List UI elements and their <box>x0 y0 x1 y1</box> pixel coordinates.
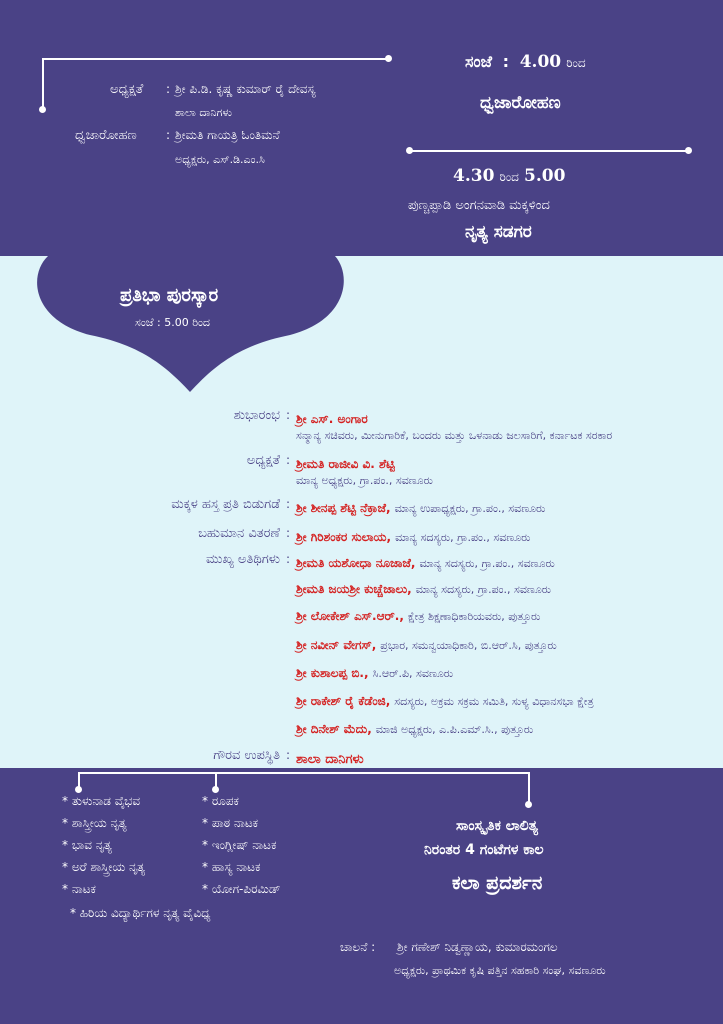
program-entry <box>296 552 555 571</box>
activity-list-right <box>202 790 280 900</box>
award-time: ಸಂಜೆ : 5.00 ರಿಂದ <box>135 316 211 329</box>
list-item: * ಯೋಗ-ಪಿರಮಿಡ್ <box>202 882 281 896</box>
person-desc: ಮಾನ್ಯ ಉಪಾಧ್ಯಕ್ಷರು, ಗ್ರಾ.ಪಂ., ಸವಣೂರು <box>394 502 546 515</box>
program-entry <box>296 634 557 653</box>
person-name: ಶ್ರೀ ದಿನೇಶ್ ಮೆದು, <box>296 722 372 736</box>
cultural-heading: ಸಾಂಸ್ಕೃತಿಕ ಲಾಲಿತ್ಯ <box>456 818 539 834</box>
person-desc: ಪ್ರಭಾರ, ಸಮನ್ವಯಾಧಿಕಾರಿ, ಬಿ.ಆರ್.ಸಿ, ಪುತ್ತೂರು <box>380 639 557 652</box>
separator-colon: : <box>286 526 291 540</box>
list-item: * ಹಾಸ್ಯ ನಾಟಕ <box>202 860 261 874</box>
from-word: ರಿಂದ <box>566 56 586 70</box>
person-name: ಶ್ರೀ ಲೋಕೇಶ್ ಎಸ್.ಆರ್., <box>296 609 404 623</box>
person-desc: ಸನ್ಮಾನ್ಯ ಸಚಿವರು, ಮೀನುಗಾರಿಕೆ, ಬಂದರು ಮತ್ತು ಒಳನಾಡು ಜಲಸಾರಿಗೆ, ಕರ್ನಾಟಕ ಸರಕಾರ <box>296 429 613 442</box>
separator-colon: : <box>286 552 291 566</box>
list-item: * ಪಾಠ ನಾಟಕ <box>202 816 259 830</box>
host-name: ಶ್ರೀ ಗಣೇಶ್ ನಿಡ್ವಣ್ಣಾಯ, ಕುಮಾರಮಂಗಲ <box>397 940 558 954</box>
person-desc: ಮಾನ್ಯ ಸದಸ್ಯರು, ಗ್ರಾ.ಪಂ., ಸವಣೂರು <box>415 583 552 596</box>
list-item: * ತುಳುನಾಡ ವೈಭವ <box>62 794 141 808</box>
program-entry <box>296 453 395 472</box>
program-label: ಗೌರವ ಉಪಸ್ಥಿತಿ <box>213 748 280 763</box>
person-desc: ಮಾನ್ಯ ಸದಸ್ಯರು, ಗ್ರಾ.ಪಂ., ಸವಣೂರು <box>395 531 531 544</box>
list-item: * ಅರೆ ಶಾಸ್ತ್ರೀಯ ನೃತ್ಯ <box>62 860 146 874</box>
cultural-title: ಕಲಾ ಪ್ರದರ್ಶನ <box>452 872 543 894</box>
flag-name: ಶ್ರೀಮತಿ ಗಾಯತ್ರಿ ಓಂತಿಮನೆ <box>175 128 280 142</box>
program-label: ಬಹುಮಾನ ವಿತರಣೆ <box>198 526 280 541</box>
flag-label: ಧ್ವಜಾರೋಹಣ <box>75 128 137 143</box>
program-entry <box>296 748 364 767</box>
time-colon: : <box>497 52 515 71</box>
presidency-label: ಅಧ್ಯಕ್ಷತೆ <box>110 82 144 97</box>
list-item: * ನಾಟಕ <box>62 882 96 896</box>
program-entry <box>296 605 540 624</box>
program-entry <box>296 526 530 545</box>
program-label: ಶುಭಾರಂಭ <box>233 408 280 423</box>
evening-word: ಸಂಜೆ <box>465 52 492 71</box>
program-entry <box>296 497 545 516</box>
divider-line <box>528 772 530 804</box>
separator-colon: : <box>166 128 171 142</box>
separator-colon: : <box>286 408 291 422</box>
program-label: ಅಧ್ಯಕ್ಷತೆ <box>246 453 280 468</box>
person-desc: ಮಾನ್ಯ ಸದಸ್ಯರು, ಗ್ರಾ.ಪಂ., ಸವಣೂರು <box>419 557 555 570</box>
activity-list-left <box>62 790 145 900</box>
presidency-name: ಶ್ರೀ ಪಿ.ಡಿ. ಕೃಷ್ಣ ಕುಮಾರ್ ರೈ ದೇವಸ್ಯ <box>175 82 316 96</box>
person-name: ಶ್ರೀಮತಿ ಜಯಶ್ರೀ ಕುಚ್ಚೆಜಾಲು, <box>296 582 412 596</box>
person-desc: ಕ್ಷೇತ್ರ ಶಿಕ್ಷಣಾಧಿಕಾರಿಯವರು, ಪುತ್ತೂರು <box>407 610 541 623</box>
program-label: ಮುಖ್ಯ ಅತಿಥಿಗಳು <box>206 552 280 567</box>
time-start: 4.30 <box>453 166 495 186</box>
award-title: ಪ್ರತಿಭಾ ಪುರಸ್ಕಾರ <box>120 285 219 306</box>
person-desc: ಸಿ.ಆರ್.ಪಿ, ಸವಣೂರು <box>372 667 454 680</box>
program-entry <box>296 718 533 737</box>
person-name: ಶ್ರೀಮತಿ ರಾಜೀವಿ ವಿ. ಶೆಟ್ಟಿ <box>296 457 395 471</box>
event-flag-hoisting: ಧ್ವಜಾರೋಹಣ <box>480 93 561 113</box>
award-petal-shape <box>0 0 723 400</box>
evening-time: 4.00 <box>519 52 562 72</box>
person-name: ಶಾಲಾ ದಾನಿಗಳು <box>296 752 364 767</box>
divider-line <box>78 772 530 774</box>
person-desc: ಮಾಜಿ ಅಧ್ಯಕ್ಷರು, ಎ.ಪಿ.ಎಮ್.ಸಿ., ಪುತ್ತೂರು <box>375 723 534 736</box>
extra-activity: * ಹಿರಿಯ ವಿದ್ಯಾರ್ಥಿಗಳ ನೃತ್ಯ ವೈವಿಧ್ಯ <box>70 906 211 920</box>
program-entry <box>296 578 551 597</box>
program-entry <box>296 662 453 681</box>
from-word: ರಿಂದ <box>499 170 519 184</box>
person-name: ಶ್ರೀ ಗಿರಿಶಂಕರ ಸುಲಾಯ, <box>296 530 392 544</box>
presidency-desc: ಶಾಲಾ ದಾನಿಗಳು <box>175 106 232 119</box>
person-name: ಶ್ರೀ ಕುಶಾಲಪ್ಪ ಬಿ., <box>296 666 369 680</box>
person-desc: ಮಾನ್ಯ ಅಧ್ಯಕ್ಷರು, ಗ್ರಾ.ಪಂ., ಸವಣೂರು <box>296 474 433 487</box>
separator-colon: : <box>286 453 291 467</box>
list-item: * ಇಂಗ್ಲೀಷ್ ನಾಟಕ <box>202 838 277 852</box>
person-name: ಶ್ರೀ ನವೀನ್ ವೇಗಸ್, <box>296 638 377 652</box>
program-entry <box>296 690 594 709</box>
person-name: ಶ್ರೀ ರಾಕೇಶ್ ರೈ ಕೆಡೆಂಜಿ, <box>296 694 391 708</box>
flag-desc: ಅಧ್ಯಕ್ಷರು, ಎಸ್.ಡಿ.ಎಂ.ಸಿ <box>175 153 265 166</box>
person-name: ಶ್ರೀ ಎಸ್. ಅಂಗಾರ <box>296 412 368 426</box>
person-name: ಶ್ರೀಮತಿ ಯಶೋಧಾ ನೂಜಾಜೆ, <box>296 556 416 570</box>
list-item: * ರೂಪಕ <box>202 794 239 808</box>
time-end: 5.00 <box>524 166 566 186</box>
separator-colon: : <box>286 497 291 511</box>
list-item: * ಭಾವ ನೃತ್ಯ <box>62 838 112 852</box>
program-label: ಮಕ್ಕಳ ಹಸ್ತ ಪ್ರತಿ ಬಿಡುಗಡೆ <box>171 497 280 512</box>
separator-colon: : <box>166 82 171 96</box>
dance-title: ನೃತ್ಯ ಸಡಗರ <box>465 222 532 242</box>
line-dot <box>525 801 532 808</box>
separator-colon: : <box>286 748 291 762</box>
host-desc: ಅಧ್ಯಕ್ಷರು, ಪ್ರಾಥಮಿಕ ಕೃಷಿ ಪತ್ತಿನ ಸಹಕಾರಿ ಸಂಘ, ಸವಣೂರು <box>394 964 606 977</box>
host-label: ಚಾಲನೆ : <box>340 940 376 954</box>
program-entry <box>296 408 368 427</box>
list-item: * ಶಾಸ್ತ್ರೀಯ ನೃತ್ಯ <box>62 816 127 830</box>
person-name: ಶ್ರೀ ಶೀನಪ್ಪ ಶೆಟ್ಟಿ ನೆಕ್ರಾಜೆ, <box>296 501 391 515</box>
person-desc: ಸದಸ್ಯರು, ಅಕ್ರಮ ಸಕ್ರಮ ಸಮಿತಿ, ಸುಳ್ಯ ವಿಧಾನಸಭಾ ಕ್ಷೇತ್ರ <box>394 695 594 708</box>
anganwadi-text: ಪುಣ್ಚಪ್ಪಾಡಿ ಅಂಗನವಾಡಿ ಮಕ್ಕಳಿಂದ <box>408 198 550 213</box>
cultural-duration: ನಿರಂತರ 4 ಗಂಟೆಗಳ ಕಾಲ <box>424 842 544 858</box>
